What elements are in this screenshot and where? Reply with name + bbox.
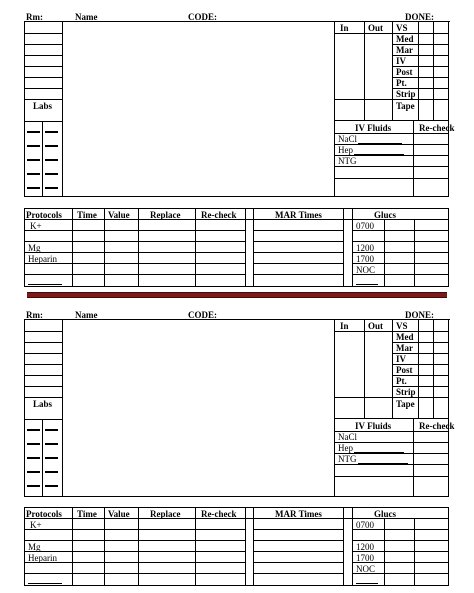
- iv-item: Hep: [338, 443, 353, 453]
- out-label: Out: [368, 321, 384, 331]
- main-box: [24, 21, 449, 197]
- protocols-header: Protocols: [26, 509, 62, 519]
- rm-label: Rm:: [26, 310, 43, 320]
- gluc-time: NOC: [356, 265, 376, 275]
- mar-times-header: MAR Times: [275, 509, 322, 519]
- vs-item: Strip: [396, 387, 416, 397]
- recheck-header: Re-check: [201, 210, 237, 220]
- vs-item: Mar: [396, 45, 413, 55]
- vs-item: Pt.: [396, 376, 407, 386]
- iv-recheck-label: Re-check: [419, 421, 455, 431]
- done-label: DONE:: [405, 310, 434, 320]
- vs-item: Med: [396, 332, 414, 342]
- vs-item: Med: [396, 34, 414, 44]
- gluc-time: NOC: [356, 564, 376, 574]
- protocol-row: K+: [30, 221, 42, 231]
- vs-item: Pt.: [396, 78, 407, 88]
- iv-item: NTG: [338, 454, 357, 464]
- iv-item: NaCl: [338, 134, 357, 144]
- section-divider: [27, 292, 447, 298]
- gluc-time: 1700: [356, 553, 374, 563]
- code-label: CODE:: [188, 310, 217, 320]
- vs-item: Strip: [396, 89, 416, 99]
- iv-recheck-label: Re-check: [419, 123, 455, 133]
- vs-item: IV: [396, 56, 407, 66]
- replace-header: Replace: [150, 509, 181, 519]
- vs-item: IV: [396, 354, 407, 364]
- value-header: Value: [108, 509, 130, 519]
- vs-item: Post: [396, 67, 413, 77]
- time-header: Time: [77, 509, 97, 519]
- protocol-row: Heparin: [28, 553, 57, 563]
- name-label: Name: [75, 310, 98, 320]
- mar-times-header: MAR Times: [275, 210, 322, 220]
- iv-item: NTG: [338, 156, 357, 166]
- gluc-time: 1200: [356, 542, 374, 552]
- time-header: Time: [77, 210, 97, 220]
- gluc-time: 0700: [356, 520, 374, 530]
- iv-item: Hep: [338, 145, 353, 155]
- labs-label: Labs: [33, 101, 53, 111]
- glucs-header: Glucs: [374, 509, 397, 519]
- protocol-row: K+: [30, 520, 42, 530]
- iv-item: NaCl: [338, 432, 357, 442]
- vs-item: Tape: [396, 101, 415, 111]
- labs-label: Labs: [33, 399, 53, 409]
- gluc-time: 1700: [356, 254, 374, 264]
- code-label: CODE:: [188, 12, 217, 22]
- vs-item: VS: [396, 321, 408, 331]
- vs-item: VS: [396, 23, 408, 33]
- name-label: Name: [75, 12, 98, 22]
- protocol-row: Heparin: [28, 254, 57, 264]
- in-label: In: [340, 23, 349, 33]
- protocol-row: Mg: [28, 243, 41, 253]
- protocol-row: Mg: [28, 542, 41, 552]
- rm-label: Rm:: [26, 12, 43, 22]
- value-header: Value: [108, 210, 130, 220]
- recheck-header: Re-check: [201, 509, 237, 519]
- gluc-time: 1200: [356, 243, 374, 253]
- vs-item: Post: [396, 365, 413, 375]
- main-box: [24, 319, 449, 497]
- in-label: In: [340, 321, 349, 331]
- iv-fluids-title: IV Fluids: [355, 123, 392, 133]
- protocols-header: Protocols: [26, 210, 62, 220]
- out-label: Out: [368, 23, 384, 33]
- gluc-time: 0700: [356, 221, 374, 231]
- done-label: DONE:: [405, 12, 434, 22]
- replace-header: Replace: [150, 210, 181, 220]
- vs-item: Tape: [396, 399, 415, 409]
- vs-item: Mar: [396, 343, 413, 353]
- iv-fluids-title: IV Fluids: [355, 421, 392, 431]
- glucs-header: Glucs: [374, 210, 397, 220]
